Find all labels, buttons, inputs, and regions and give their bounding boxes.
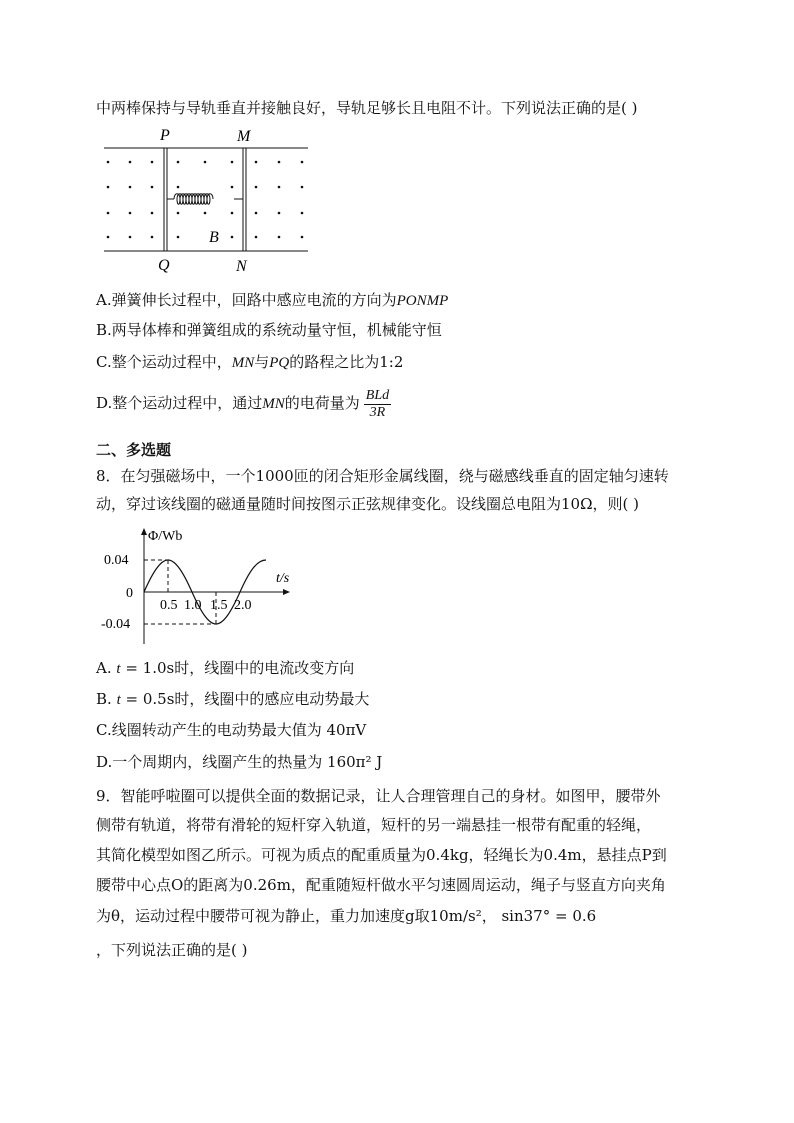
- label-M: M: [237, 128, 251, 145]
- q9-line2: 侧带有轨道，将带有滑轮的短杆穿入轨道，短杆的另一端悬挂一根带有配重的轻绳，: [96, 816, 652, 834]
- field-dots: [107, 161, 304, 239]
- q7-option-c: C.整个运动过程中，MN与PQ的路程之比为1:2: [96, 353, 404, 371]
- q9-line5: 为θ，运动过程中腰带可视为静止，重力加速度g取10m/s²， sin37° = 0.6: [96, 907, 597, 925]
- q9-line1: 9．智能呼啦圈可以提供全面的数据记录，让人合理管理自己的身材。如图甲，腰带外: [96, 787, 661, 805]
- spring-icon: [167, 194, 243, 205]
- x-axis-label: t/s: [276, 571, 290, 586]
- q8-flux-graph: [96, 522, 306, 650]
- q9-line4: 腰带中心点O的距离为0.26m，配重随短杆做水平匀速圆周运动，绳子与竖直方向夹角: [96, 876, 666, 894]
- x-tick-1-5: 1.5: [210, 598, 228, 613]
- y-tick-top: 0.04: [104, 553, 129, 568]
- q9-line6: ，下列说法正确的是( ): [96, 941, 248, 959]
- q7-option-a: A.弹簧伸长过程中，回路中感应电流的方向为PONMP: [96, 291, 449, 309]
- x-tick-1-0: 1.0: [184, 598, 202, 613]
- q8-stem-line1: 8．在匀强磁场中，一个1000匝的闭合矩形金属线圈，绕与磁感线垂直的固定轴匀速转: [96, 467, 669, 485]
- q8-option-b: B. t = 0.5s时，线圈中的感应电动势最大: [96, 690, 370, 708]
- y-tick-zero: 0: [126, 586, 133, 601]
- label-Q: Q: [158, 257, 170, 274]
- label-P: P: [160, 127, 170, 144]
- section-title: 二、多选题: [96, 441, 172, 459]
- y-tick-bottom: -0.04: [101, 617, 131, 632]
- q7-option-b: B.两导体棒和弹簧组成的系统动量守恒，机械能守恒: [96, 321, 442, 339]
- x-tick-2-0: 2.0: [234, 598, 252, 613]
- q9-line3: 其简化模型如图乙所示。可视为质点的配重质量为0.4kg，轻绳长为0.4m，悬挂点P到: [96, 846, 667, 864]
- q8-stem-line2: 动，穿过该线圈的磁通量随时间按图示正弦规律变化。设线圈总电阻为10Ω，则( ): [96, 495, 639, 513]
- y-axis-label: Φ/Wb: [148, 529, 183, 544]
- q8-option-d: D.一个周期内，线圈产生的热量为 160π² J: [96, 753, 383, 771]
- q7-rails-figure: [96, 125, 316, 275]
- charge-fraction: $\frac{\text{BLd}}{3R}$: [365, 387, 390, 420]
- q8-option-c: C.线圈转动产生的电动势最大值为 40πV: [96, 721, 367, 739]
- label-N: N: [236, 258, 247, 275]
- q7-option-d: D.整个运动过程中，通过MN的电荷量为 $\frac{\text{BLd}}{3R}$: [96, 387, 390, 420]
- q7-stem: 中两棒保持与导轨垂直并接触良好，导轨足够长且电阻不计。下列说法正确的是( ): [96, 99, 638, 117]
- x-tick-0-5: 0.5: [160, 598, 178, 613]
- label-B: B: [209, 229, 219, 246]
- q8-option-a: A. t = 1.0s时，线圈中的电流改变方向: [96, 659, 355, 677]
